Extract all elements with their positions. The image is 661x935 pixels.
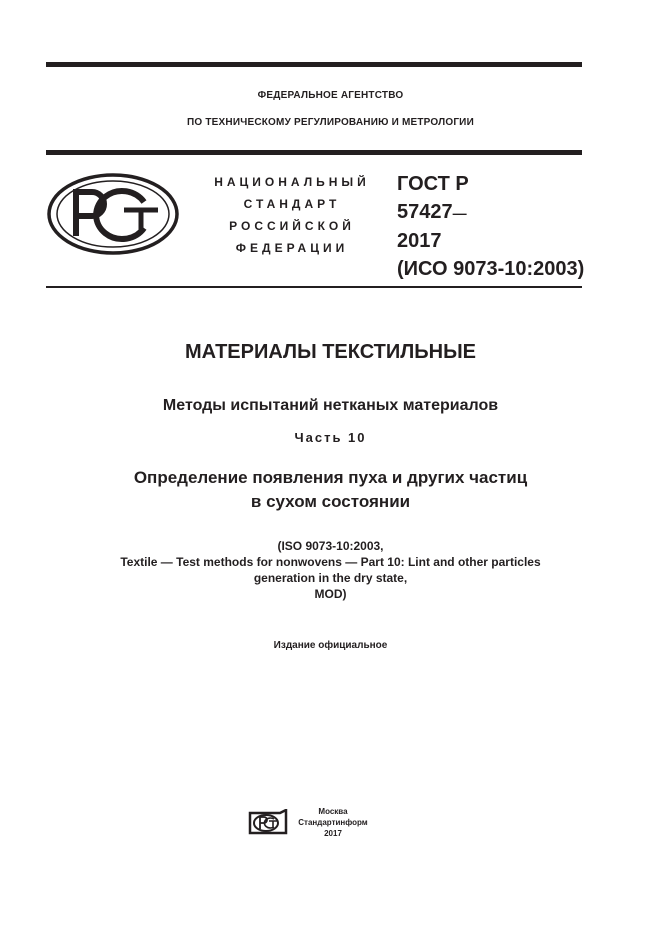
header-rule	[46, 150, 582, 155]
iso-reference-line-1: (ISO 9073-10:2003,	[277, 539, 384, 553]
document-title: МАТЕРИАЛЫ ТЕКСТИЛЬНЫЕ	[184, 341, 477, 363]
national-standard-line-2: СТАНДАРТ	[243, 197, 341, 211]
top-rule	[46, 62, 582, 67]
designation-year: 2017	[397, 230, 442, 252]
publisher-year: 2017	[324, 829, 342, 838]
standartinform-logo-icon	[248, 809, 288, 837]
iso-reference-line-2: Textile — Test methods for nonwovens — Part 10: Lint and other particles	[120, 555, 541, 569]
publisher-name: Стандартинформ	[298, 818, 368, 827]
agency-line-1: ФЕДЕРАЛЬНОЕ АГЕНТСТВО	[257, 90, 404, 101]
section-rule	[46, 286, 582, 288]
designation-line-1: ГОСТ Р	[397, 173, 469, 195]
subject-line-1: Определение появления пуха и других частиц	[133, 468, 528, 487]
national-standard-line-3: РОССИЙСКОЙ	[229, 219, 355, 233]
edition-label: Издание официальное	[273, 640, 388, 651]
rst-certification-mark-icon	[46, 172, 180, 256]
subject-line-2: в сухом состоянии	[250, 492, 411, 511]
iso-reference-line-3: generation in the dry state,	[253, 571, 408, 585]
publisher-imprint	[292, 806, 374, 839]
designation-iso: (ИСО 9073-10:2003)	[397, 258, 585, 280]
iso-reference-line-4: MOD)	[314, 587, 347, 601]
standard-designation	[397, 170, 584, 283]
agency-line-2: ПО ТЕХНИЧЕСКОМУ РЕГУЛИРОВАНИЮ И МЕТРОЛОГИИ	[187, 117, 474, 128]
part-label: Часть 10	[294, 430, 367, 445]
document-subject	[0, 466, 661, 514]
national-standard-line-1: НАЦИОНАЛЬНЫЙ	[214, 175, 370, 189]
document-subtitle: Методы испытаний нетканых материалов	[162, 397, 499, 414]
designation-number-line	[397, 198, 584, 227]
iso-reference	[0, 538, 661, 602]
designation-dash: —	[452, 205, 467, 221]
designation-number: 57427	[397, 201, 453, 223]
publisher-city: Москва	[318, 807, 348, 816]
national-standard-label	[196, 171, 388, 259]
national-standard-line-4: ФЕДЕРАЦИИ	[235, 241, 349, 255]
